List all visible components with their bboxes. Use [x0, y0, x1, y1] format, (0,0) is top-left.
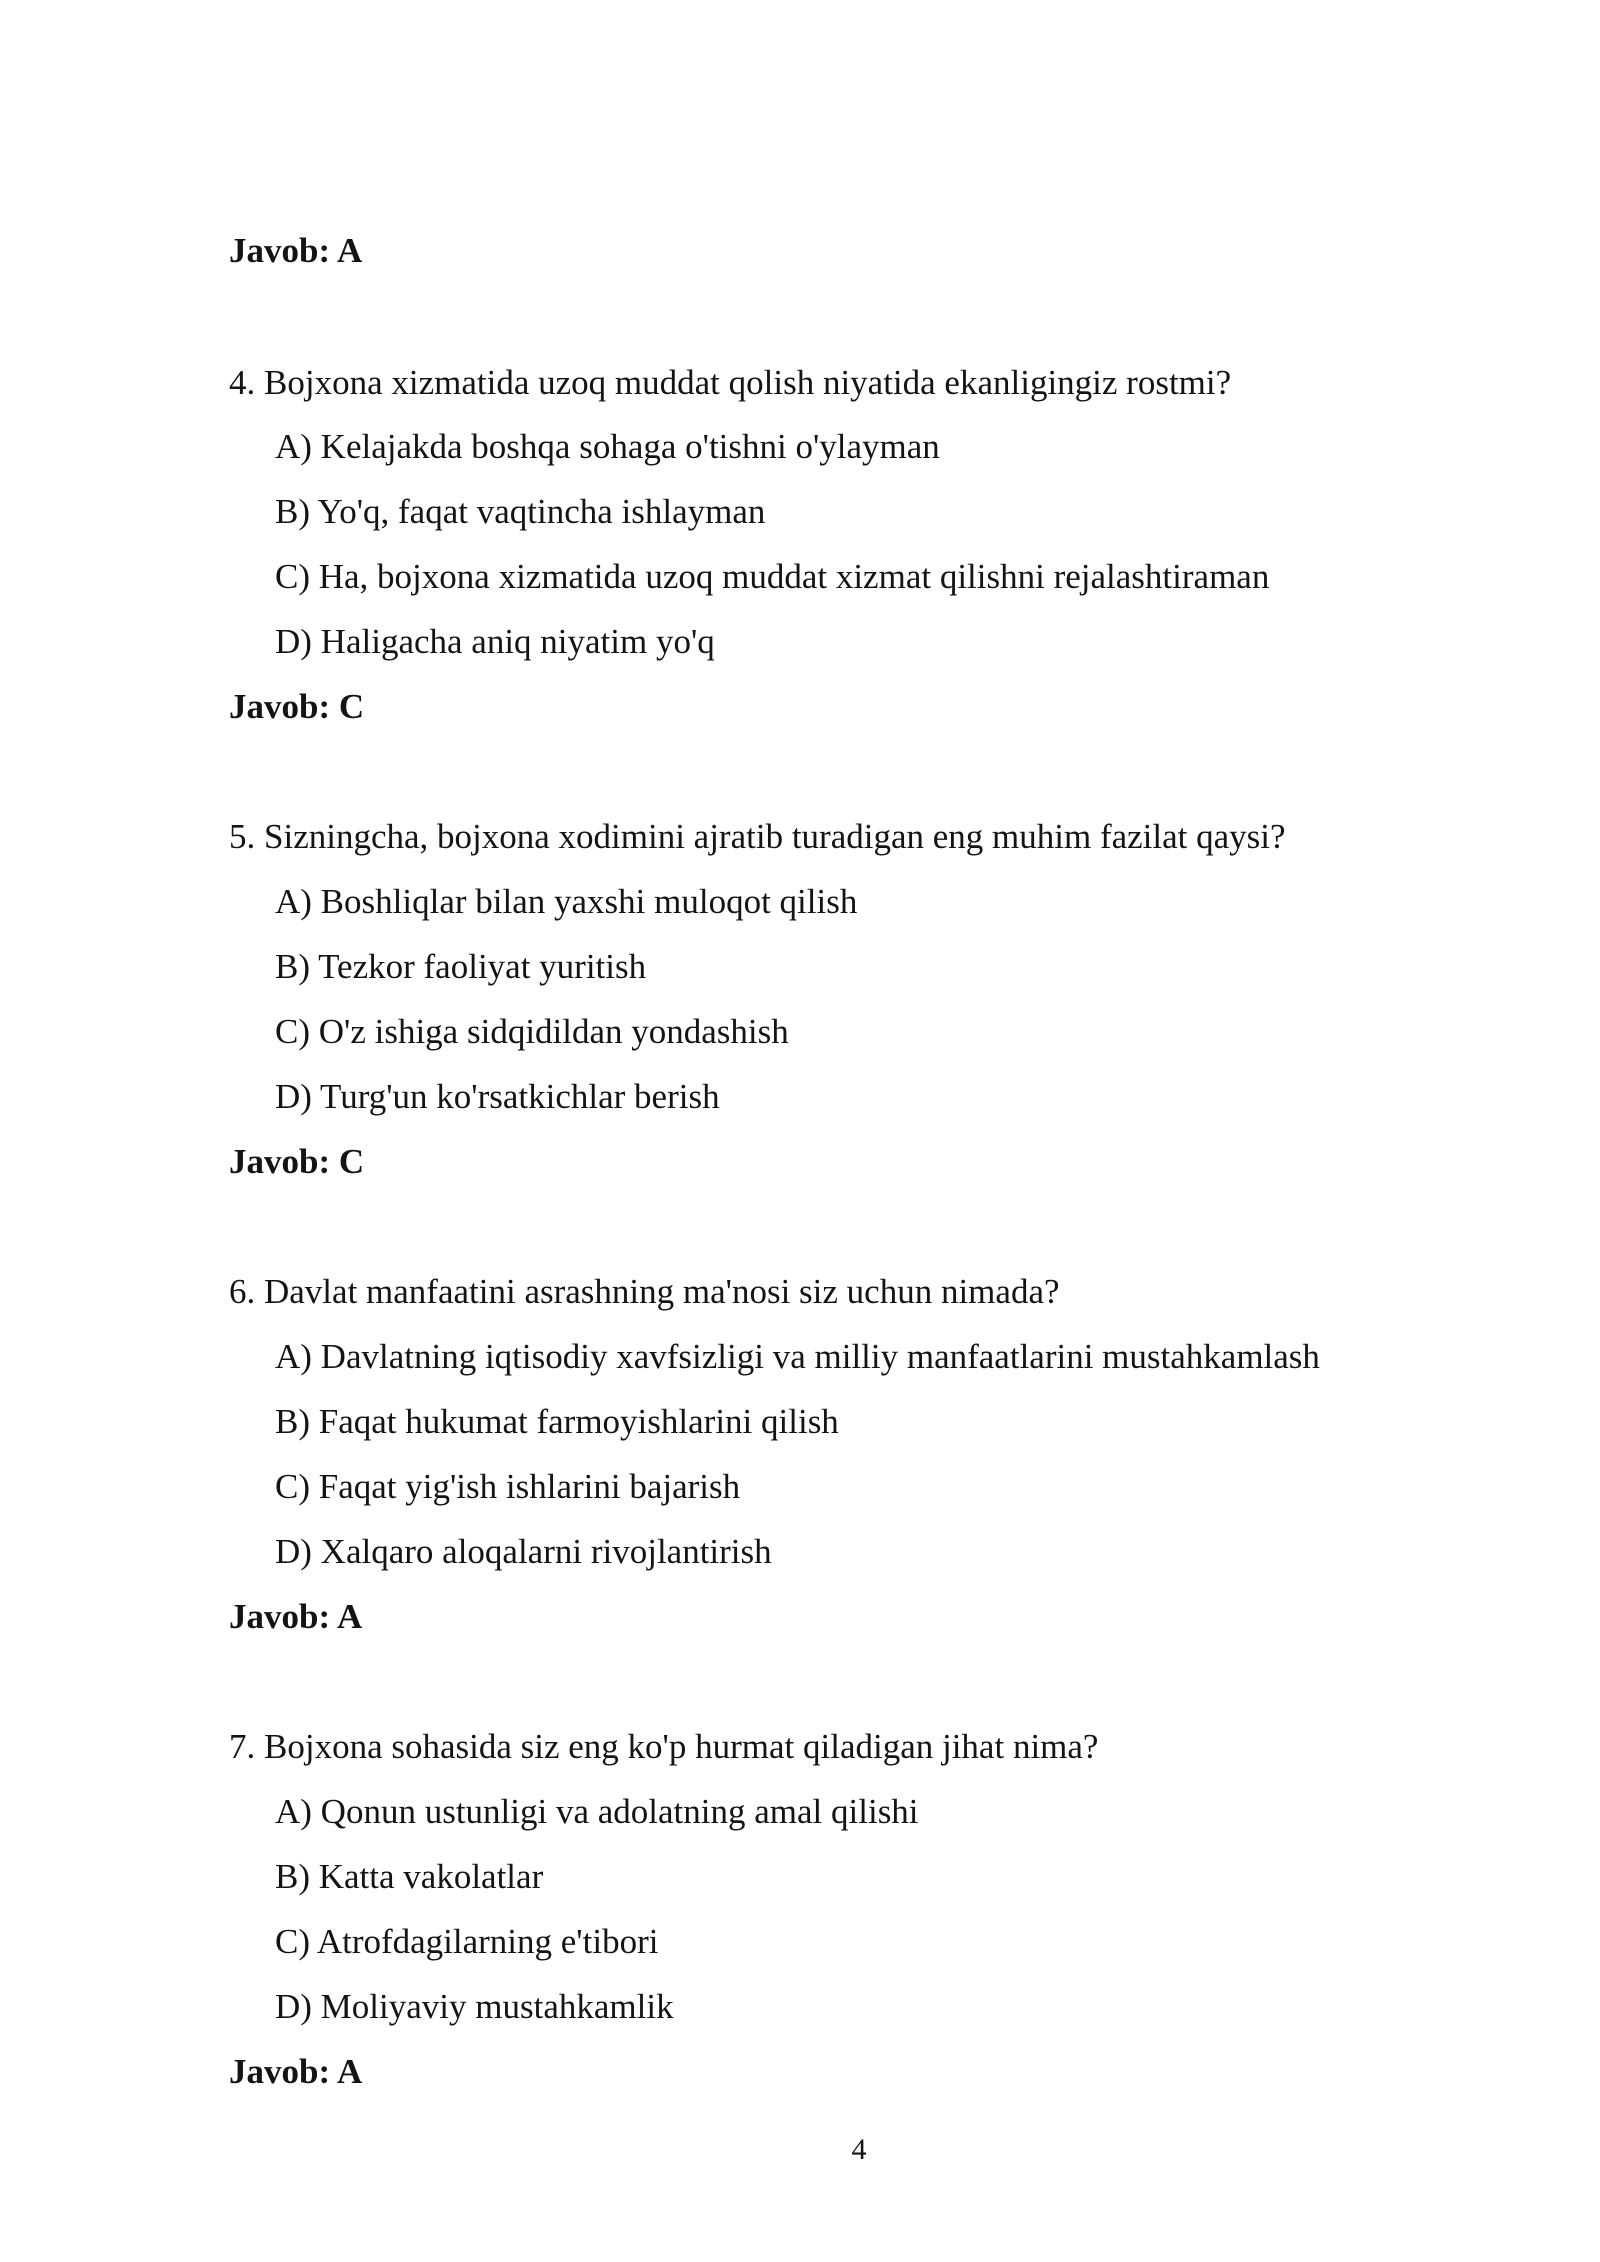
question-6-option-b: B) Faqat hukumat farmoyishlarini qilish: [275, 1402, 839, 1441]
question-7-option-a: A) Qonun ustunligi va adolatning amal qilishi: [275, 1792, 919, 1831]
question-5-answer: Javob: C: [229, 1142, 365, 1181]
question-6-answer: Javob: A: [229, 1597, 363, 1636]
question-7: 7. Bojxona sohasida siz eng ko'p hurmat qiladigan jihat nima?: [229, 1727, 1099, 1766]
question-5-option-a: A) Boshliqlar bilan yaxshi muloqot qilish: [275, 882, 858, 921]
question-7-option-d: D) Moliyaviy mustahkamlik: [275, 1987, 674, 2026]
question-7-answer: Javob: A: [229, 2052, 363, 2091]
question-5-option-b: B) Tezkor faoliyat yuritish: [275, 947, 647, 986]
question-4-option-c: C) Ha, bojxona xizmatida uzoq muddat xizmat qilishni rejalashtiraman: [275, 557, 1270, 596]
question-4: 4. Bojxona xizmatida uzoq muddat qolish niyatida ekanligingiz rostmi?: [229, 363, 1232, 402]
question-5: 5. Sizningcha, bojxona xodimini ajratib turadigan eng muhim fazilat qaysi?: [229, 817, 1286, 856]
previous-answer: Javob: A: [229, 231, 363, 270]
question-4-option-a: A) Kelajakda boshqa sohaga o'tishni o'ylayman: [275, 427, 940, 466]
question-7-option-c: C) Atrofdagilarning e'tibori: [275, 1922, 659, 1961]
question-6: 6. Davlat manfaatini asrashning ma'nosi siz uchun nimada?: [229, 1272, 1060, 1311]
question-7-option-b: B) Katta vakolatlar: [275, 1857, 544, 1896]
question-5-option-c: C) O'z ishiga sidqidildan yondashish: [275, 1012, 789, 1051]
question-6-option-d: D) Xalqaro aloqalarni rivojlantirish: [275, 1532, 772, 1571]
question-4-option-d: D) Haligacha aniq niyatim yo'q: [275, 622, 715, 661]
page-number: 4: [851, 2133, 867, 2166]
question-4-answer: Javob: C: [229, 687, 365, 726]
question-6-option-a: A) Davlatning iqtisodiy xavfsizligi va milliy manfaatlarini mustahkamlash: [275, 1337, 1320, 1376]
question-6-option-c: C) Faqat yig'ish ishlarini bajarish: [275, 1467, 741, 1506]
question-4-option-b: B) Yo'q, faqat vaqtincha ishlayman: [275, 492, 766, 531]
question-5-option-d: D) Turg'un ko'rsatkichlar berish: [275, 1077, 720, 1116]
